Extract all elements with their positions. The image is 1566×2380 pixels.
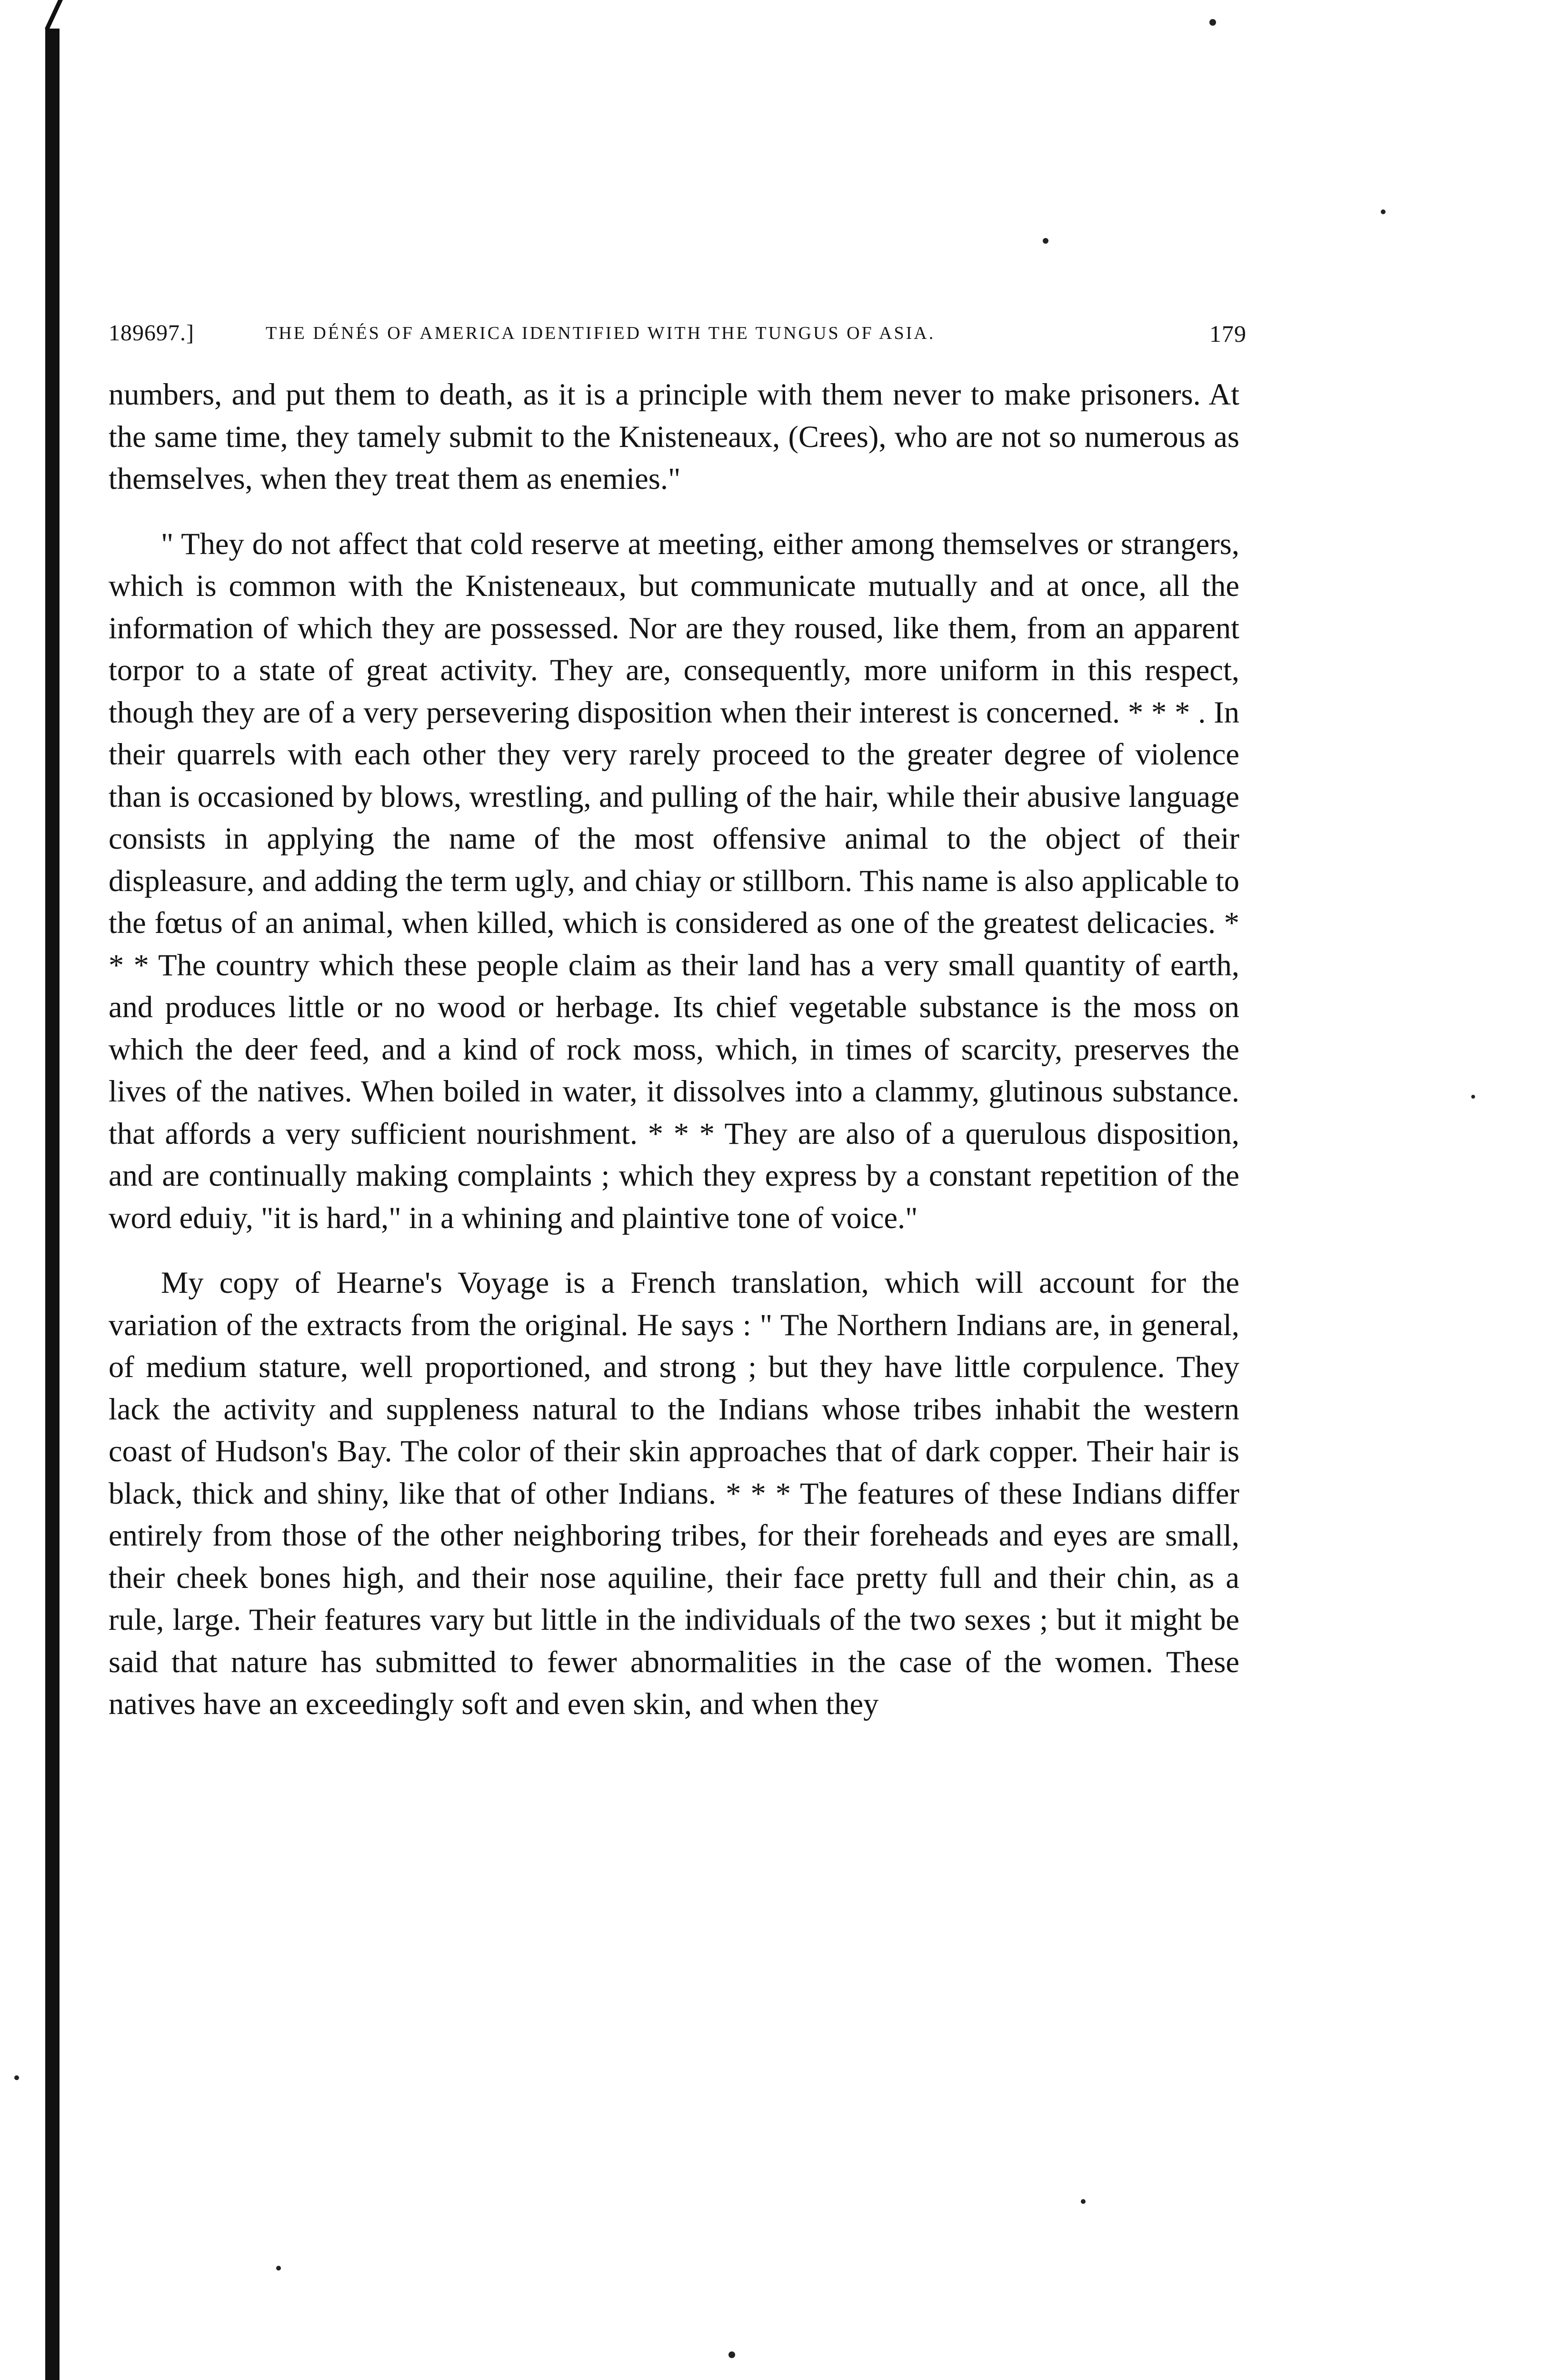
binding-edge (45, 29, 60, 2380)
binding-edge-top (22, 0, 63, 29)
body-text (109, 374, 1239, 1726)
paragraph-1: numbers, and put them to death, as it is a principle with them never to make prisoners. At the same time, they tamely submit to the Knisteneaux, (Crees), who are not so numerous as themselves, when they treat them as enemies." (109, 377, 1239, 496)
paragraph-2: " They do not affect that cold reserve at meeting, either among themselves or strangers, which is common with the Knisteneaux, but communicate mutually and at once, all the information of which they are possessed. Nor are they roused, like them, from an apparent torpor to a state of great activity. They are, consequently, more uniform in this respect, though they are of a very persevering disposition when their interest is concerned. * * * . In their quarrels with each other they very rarely proceed to the greater degree of violence than is occasioned by blows, wrestling, and pulling of the hair, while their abusive language consists in applying the name of the most offensive animal to the object of their displeasure, and adding the term ugly, and chiay or stillborn. This name is also applicable to the fœtus of an animal, when killed, which is considered as one of the greatest delicacies. * * * The country which these people claim as their land has a very small quantity of earth, and produces little or no wood or herbage. Its chief vegetable substance is the moss on which the deer feed, and a kind of rock moss, which, in times of scarcity, preserves the lives of the natives. When boiled in water, it dissolves into a clammy, glutinous substance. that affords a very sufficient nourishment. * * * They are also of a querulous disposition, and are continually making complaints ; which they express by a constant repetition of the word eduiy, "it is hard," in a whining and plaintive tone of voice." (109, 526, 1239, 1235)
print-speck (1209, 19, 1216, 26)
print-speck (14, 2075, 19, 2080)
running-header (109, 320, 1247, 348)
print-speck (276, 2266, 281, 2271)
print-speck (1381, 209, 1386, 214)
page-number: 179 (1209, 320, 1247, 347)
running-title: THE DÉNÉS OF AMERICA IDENTIFIED WITH THE TUNGUS OF ASIA. (266, 323, 936, 343)
print-speck (1081, 2199, 1086, 2204)
print-speck (728, 2351, 735, 2358)
folio-reference: 189697.] (109, 320, 194, 346)
paragraph-3: My copy of Hearne's Voyage is a French translation, which will account for the variation of the extracts from the original. He says : " The Northern Indians are, in general, of medium stature, well proportioned, and strong ; but they have little corpulence. They lack the activity and suppleness natural to the Indians whose tribes inhabit the western coast of Hudson's Bay. The color of their skin approaches that of dark copper. Their hair is black, thick and shiny, like that of other Indians. * * * The features of these Indians differ entirely from those of the other neighboring tribes, for their foreheads and eyes are small, their cheek bones high, and their nose aquiline, their face pretty full and their chin, as a rule, large. Their features vary but little in the individuals of the two sexes ; but it might be said that nature has submitted to fewer abnormalities in the case of the women. These natives have an exceedingly soft and even skin, and when they (109, 1266, 1239, 1721)
print-speck (1043, 238, 1048, 244)
print-speck (1471, 1095, 1475, 1099)
